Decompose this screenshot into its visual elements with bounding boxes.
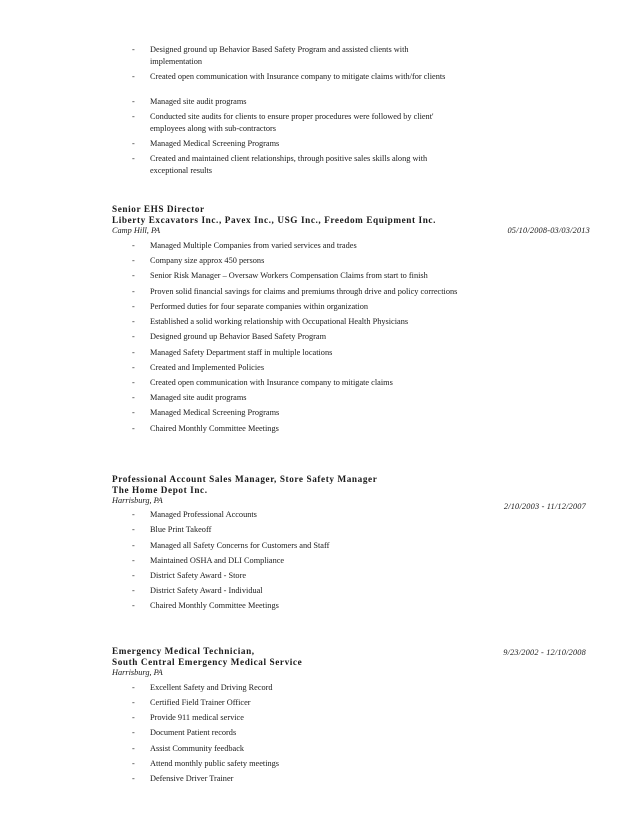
bullet-text: Created and Implemented Policies (150, 363, 265, 372)
bullet-text: Excellent Safety and Driving Record (150, 683, 273, 692)
bullet-text: Designed ground up Behavior Based Safety Program and assisted clients with implementation (150, 45, 409, 66)
bullet-text: Managed site audit programs (150, 97, 247, 106)
bullet-text: Managed site audit programs (150, 393, 247, 402)
bullet-text: Chaired Monthly Committee Meetings (150, 601, 279, 610)
bullet-text: Created open communication with Insurance company to mitigate claims (150, 378, 393, 387)
bullet-text: Managed Multiple Companies from varied services and trades (150, 241, 357, 250)
bullet-text: Senior Risk Manager – Oversaw Workers Compensation Claims from start to finish (150, 271, 428, 280)
bullet-text: Managed Safety Department staff in multiple locations (150, 348, 333, 357)
bullet-text: Managed all Safety Concerns for Customers and Staff (150, 541, 330, 550)
job-location: Harrisburg, PA (112, 668, 163, 677)
job-title: Professional Account Sales Manager, Store Safety Manager (112, 474, 378, 484)
job-dates: 05/10/2008-03/03/2013 (507, 226, 590, 235)
bullet-text: Certified Field Trainer Officer (150, 698, 251, 707)
job-title: Senior EHS Director (112, 204, 205, 214)
bullet-text: Provide 911 medical service (150, 713, 244, 722)
bullet-text: Document Patient records (150, 728, 237, 737)
bullet-text: Managed Professional Accounts (150, 510, 257, 519)
bullet-text: Attend monthly public safety meetings (150, 759, 280, 768)
bullet-text: Performed duties for four separate companies within organization (150, 302, 369, 311)
job-title: Emergency Medical Technician, (112, 646, 255, 656)
bullet-text: Chaired Monthly Committee Meetings (150, 424, 279, 433)
company-name: Liberty Excavators Inc., Pavex Inc., USG Inc., Freedom Equipment Inc. (112, 215, 436, 225)
company-name: The Home Depot Inc. (112, 485, 208, 495)
job-dates: 9/23/2002 - 12/10/2008 (503, 648, 586, 657)
bullet-text: Created open communication with Insurance company to mitigate claims with/for clients (150, 72, 446, 81)
bullet-text: District Safety Award - Store (150, 571, 247, 580)
bullet-text: Company size approx 450 persons (150, 256, 265, 265)
bullet-text: Designed ground up Behavior Based Safety Program (150, 332, 327, 341)
bullet-text: Blue Print Takeoff (150, 525, 212, 534)
bullet-text: Established a solid working relationship with Occupational Health Physicians (150, 317, 409, 326)
bullet-text: Conducted site audits for clients to ensure proper procedures were followed by client' employees along with sub-contractors (150, 112, 434, 133)
bullet-text: District Safety Award - Individual (150, 586, 263, 595)
company-name: South Central Emergency Medical Service (112, 657, 303, 667)
bullet-text: Created and maintained client relationships, through positive sales skills along with exceptional results (150, 154, 428, 175)
bullet-text: Assist Community feedback (150, 744, 245, 753)
bullet-text: Managed Medical Screening Programs (150, 139, 280, 148)
bullet-text: Managed Medical Screening Programs (150, 408, 280, 417)
bullet-text: Proven solid financial savings for claims and premiums through drive and policy corrections (150, 287, 458, 296)
job-dates: 2/10/2003 - 11/12/2007 (503, 502, 586, 511)
job-location: Harrisburg, PA (112, 496, 163, 505)
job-location: Camp Hill, PA (112, 226, 161, 235)
bullet-text: Defensive Driver Trainer (150, 774, 234, 783)
resume-page: - Designed ground up Behavior Based Safety Program and assisted clients with implementation - Created open communication with Insurance company to mitigate claims with/for clients - Managed site audit programs - Conducted site audits for clients to ensure proper procedures were followed by client' employees along with sub-contractors - Managed Medical Screening Programs - Created and maintained client relationships, through positive sales skills along with exceptional results Senior EHS Director Liberty Excavators Inc., Pavex Inc., USG Inc., Freedom Equipment Inc. Camp Hill, PA 05/10/2008-03/03/2013 - Managed Multiple Companies from varied services and trades - Company size approx 450 persons - Senior Risk Manager – Oversaw Workers Compensation Claims from start to finish - Proven solid financial savings for claims and premiums through drive and policy corrections - Performed duties for four separate companies within organization - Established a solid working relationship with Occupational Health Physicians - Designed ground up Behavior Based Safety Program - Managed Safety Department staff in multiple locations - Created and Implemented Policies - Created open communication with Insurance company to mitigate claims - Managed site audit programs - Managed Medical Screening Programs - Chaired Monthly Committee Meetings Professional Account Sales Manager, Store Safety Manager The Home Depot Inc. Harrisburg, PA 2/10/2003 - 11/12/2007 - Managed Professional Accounts - Blue Print Takeoff - Managed all Safety Concerns for Customers and Staff - Maintained OSHA and DLI Compliance - District Safety Award - Store - District Safety Award - Individual - Chaired Monthly Committee Meetings Emergency Medical Technician, 9/23/2002 - 12/10/2008 South Central Emergency Medical Service Harrisburg, PA - Excellent Safety and Driving Record - Certified Field Trainer Officer - Provide 911 medical service - Document Patient records - Assist Community feedback - Attend monthly public safety meetings - Defensive Driver Trainer (112, 45, 590, 783)
bullet-text: Maintained OSHA and DLI Compliance (150, 556, 285, 565)
